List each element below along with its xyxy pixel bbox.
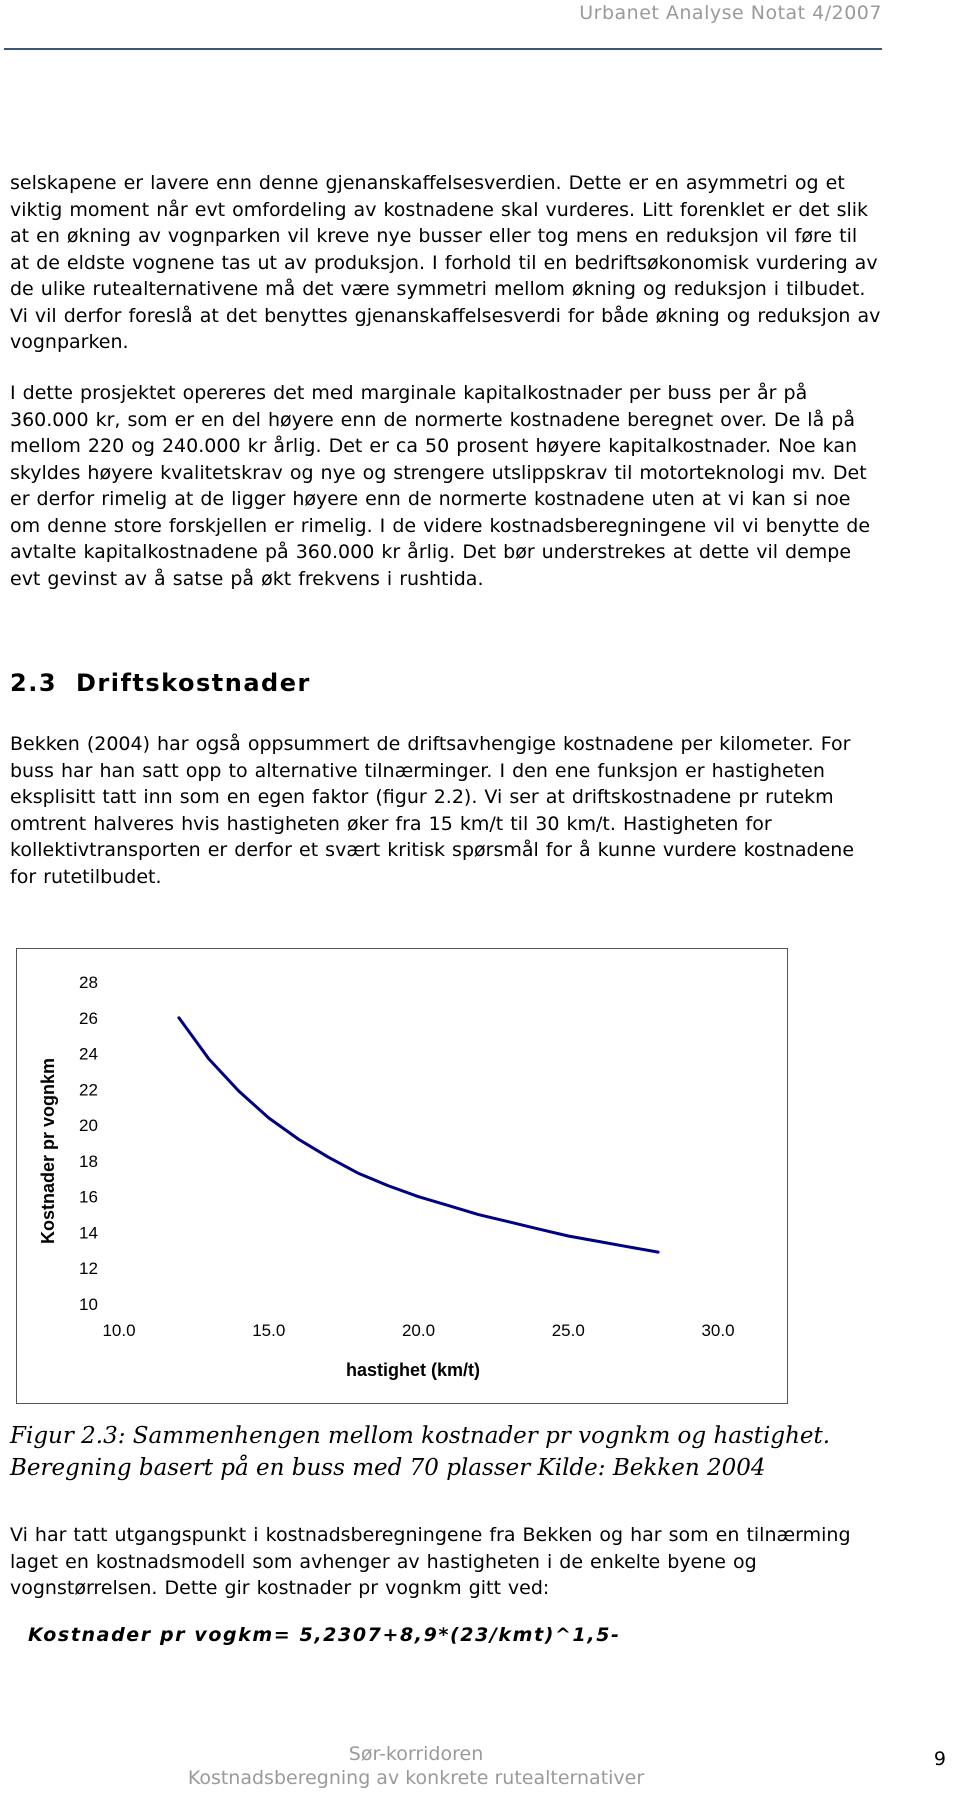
- series-line-0: [179, 1018, 658, 1252]
- y-tick-label: 12: [79, 1259, 98, 1279]
- x-tick-label: 25.0: [551, 1321, 585, 1340]
- page-header: [0, 0, 882, 50]
- line-chart: [17, 949, 789, 1405]
- section-number: 2.3: [10, 669, 58, 697]
- y-tick-label: 18: [79, 1151, 98, 1171]
- chart-figure: [16, 948, 788, 1404]
- y-tick-label: 20: [79, 1116, 98, 1136]
- paragraph-1-text: selskapene er lavere enn denne gjenanskaffelsesverdien. Dette er en asymmetri og et viktig moment når evt omfordeling av kostnadene skal vurderes. Litt forenklet er det slik at en økning av vognparken vil kreve nye busser eller tog mens en reduksjon vil føre til at de eldste vognene tas ut av produksjon. I forhold til en bedriftsøkonomisk vurdering av de ulike rutealternativene må det være symmetri mellom økning og reduksjon i tilbudet. Vi vil derfor foreslå at det benyttes gjenanskaffelsesverdi for både økning og reduksjon av vognparken.: [10, 172, 881, 353]
- paragraph-3-text: Bekken (2004) har også oppsummert de driftsavhengige kostnadene per kilometer. For buss har han satt opp to alternative tilnærminger. I den ene funksjon er hastigheten eksplisitt tatt inn som en egen faktor (figur 2.2). Vi ser at driftskostnadene pr rutekm omtrent halveres hvis hastigheten øker fra 15 km/t til 30 km/t. Hastigheten for kollektivtransporten er derfor et svært kritisk spørsmål for å kunne vurdere kostnadene for rutetilbudet.: [10, 733, 855, 888]
- series-layer: [179, 1018, 658, 1252]
- paragraph-2: [10, 380, 882, 592]
- paragraph-4: [10, 1522, 882, 1602]
- header-title: Urbanet Analyse Notat 4/2007: [579, 2, 882, 24]
- paragraph-2-text: I dette prosjektet opereres det med marginale kapitalkostnader per buss per år på 360.000 kr, som er en del høyere enn de normerte kostnadene beregnet over. De lå på mellom 220 og 240.000 kr årlig. Det er ca 50 prosent høyere kapitalkostnader. Noe kan skyldes høyere kvalitetskrav og nye og strengere utslippskrav til motorteknologi mv. Det er derfor rimelig at de ligger høyere enn de normerte kostnadene uten at vi kan si noe om denne store forskjellen er rimelig. I de videre kostnadsberegningene vil vi benytte de avtalte kapitalkostnadene på 360.000 kr årlig. Det bør understrekes at dette vil dempe evt gevinst av å satse på økt frekvens i rushtida.: [10, 382, 871, 590]
- y-tick-label: 14: [79, 1223, 98, 1243]
- x-tick-label: 15.0: [252, 1321, 286, 1340]
- footer-line-2: Kostnadsberegning av konkrete rutealternativer: [187, 1767, 645, 1789]
- section-heading: [10, 669, 311, 697]
- page-number: 9: [933, 1748, 946, 1770]
- x-tick-label: 20.0: [401, 1321, 436, 1340]
- header-rule: [4, 48, 882, 50]
- paragraph-4-text: Vi har tatt utgangspunkt i kostnadsberegningene fra Bekken og har som en tilnærming laget en kostnadsmodell som avhenger av hastigheten i de enkelte byene og vognstørrelsen. Dette gir kostnader pr vognkm gitt ved:: [10, 1524, 851, 1599]
- x-tick-labels: [102, 1321, 734, 1340]
- y-tick-label: 28: [79, 973, 98, 992]
- footer-line-1: Sør-korridoren: [348, 1743, 484, 1765]
- figure-caption: Figur 2.3: Sammenhengen mellom kostnader pr vognkm og hastighet. Beregning basert på en buss med 70 plasser Kilde: Bekken 2004: [10, 1423, 831, 1481]
- y-tick-label: 26: [79, 1008, 98, 1028]
- y-axis-label: Kostnader pr vognkm: [38, 1057, 58, 1245]
- paragraph-3: [10, 731, 882, 890]
- section-title: Driftskostnader: [76, 669, 311, 697]
- x-tick-label: 10.0: [102, 1321, 136, 1340]
- y-tick-labels: [79, 973, 98, 1314]
- y-tick-label: 22: [79, 1080, 98, 1100]
- y-tick-label: 24: [79, 1044, 98, 1064]
- y-tick-label: 16: [79, 1187, 98, 1207]
- cost-formula: Kostnader pr vogkm= 5,2307+8,9*(23/kmt)^1,5-: [28, 1624, 621, 1646]
- x-axis-label: hastighet (km/t): [345, 1360, 481, 1380]
- x-tick-label: 30.0: [701, 1321, 735, 1340]
- y-tick-label: 10: [79, 1295, 98, 1314]
- page-footer: [0, 1742, 832, 1790]
- paragraph-1: [10, 170, 882, 356]
